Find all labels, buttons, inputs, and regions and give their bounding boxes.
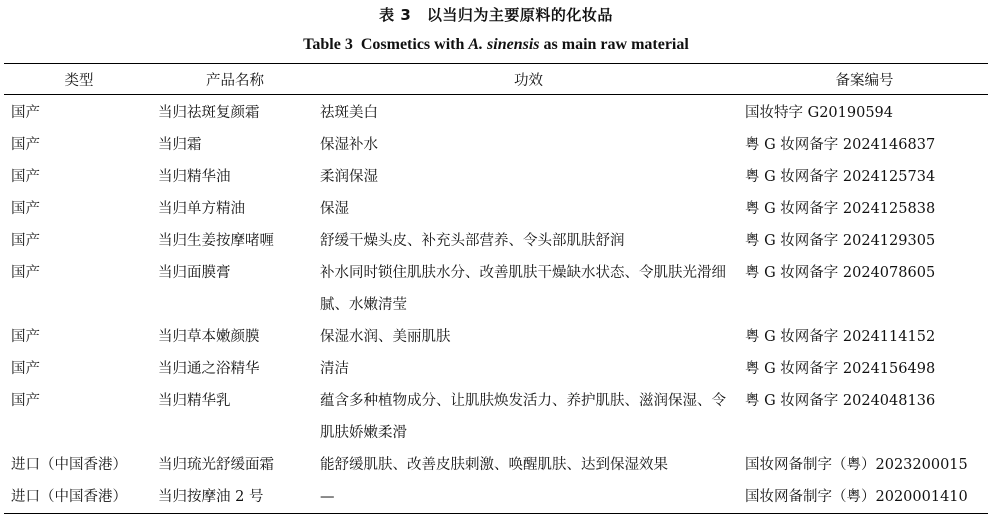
cell-effect: 保湿补水 xyxy=(320,137,378,153)
table-body xyxy=(4,95,988,514)
caption-text-before: Cosmetics with xyxy=(360,36,469,53)
table-caption-english xyxy=(0,34,992,56)
cell-registration-number: 粤 G 妆网备字 2024078605 xyxy=(745,265,936,281)
header-type: 类型 xyxy=(64,72,94,89)
header-effect: 功效 xyxy=(514,72,543,89)
cell-registration-number: 粤 G 妆网备字 2024129305 xyxy=(745,233,936,249)
cell-type: 国产 xyxy=(11,361,40,377)
cell-registration-number: 国妆网备制字（粤）2023200015 xyxy=(745,457,968,473)
header-registration-number: 备案编号 xyxy=(835,72,894,89)
table-row xyxy=(4,193,988,225)
cell-product-name: 当归通之浴精华 xyxy=(158,361,260,377)
cell-type: 国产 xyxy=(11,169,40,185)
cell-registration-number: 粤 G 妆网备字 2024146837 xyxy=(745,137,936,153)
cell-effect: 舒缓干燥头皮、补充头部营养、令头部肌肤舒润 xyxy=(320,233,625,249)
table-header-row xyxy=(4,64,988,95)
table-row xyxy=(4,257,988,321)
table-row xyxy=(4,161,988,193)
cell-product-name: 当归精华油 xyxy=(158,169,231,185)
cell-registration-number: 粤 G 妆网备字 2024125838 xyxy=(745,201,936,217)
table-row xyxy=(4,353,988,385)
cell-type: 国产 xyxy=(11,233,40,249)
cell-effect: 保湿水润、美丽肌肤 xyxy=(320,329,451,345)
cell-type: 国产 xyxy=(11,329,40,345)
table-row xyxy=(4,449,988,481)
cell-effect: 清洁 xyxy=(320,361,349,377)
table-row xyxy=(4,95,988,130)
cell-product-name: 当归精华乳 xyxy=(158,393,231,409)
table-number-label: Table 3 xyxy=(303,36,353,53)
cosmetics-table xyxy=(4,63,988,514)
cell-registration-number: 粤 G 妆网备字 2024048136 xyxy=(745,393,936,409)
table-row xyxy=(4,225,988,257)
cell-product-name: 当归霜 xyxy=(158,137,202,153)
cell-registration-number: 粤 G 妆网备字 2024114152 xyxy=(745,329,936,345)
cell-effect: 补水同时锁住肌肤水分、改善肌肤干燥缺水状态、令肌肤光滑细腻、水嫩清莹 xyxy=(320,265,726,313)
cell-type: 进口（中国香港） xyxy=(11,457,127,473)
cell-type: 国产 xyxy=(11,105,40,121)
header-product-name: 产品名称 xyxy=(206,72,264,89)
cell-effect: 能舒缓肌肤、改善皮肤刺激、唤醒肌肤、达到保湿效果 xyxy=(320,457,668,473)
cell-product-name: 当归单方精油 xyxy=(158,201,245,217)
cell-type: 国产 xyxy=(11,265,40,281)
cell-effect: 祛斑美白 xyxy=(320,105,378,121)
cell-registration-number: 国妆特字 G20190594 xyxy=(745,105,893,121)
cell-product-name: 当归琉光舒缓面霜 xyxy=(158,457,274,473)
cell-registration-number: 粤 G 妆网备字 2024156498 xyxy=(745,361,936,377)
cell-type: 国产 xyxy=(11,137,40,153)
cell-effect: — xyxy=(320,489,335,505)
caption-latin-name: A. sinensis xyxy=(468,36,540,53)
table-row xyxy=(4,385,988,449)
cell-product-name: 当归草本嫩颜膜 xyxy=(158,329,260,345)
table-caption-chinese: 表 3 以当归为主要原料的化妆品 xyxy=(379,6,613,24)
cell-registration-number: 粤 G 妆网备字 2024125734 xyxy=(745,169,936,185)
cell-product-name: 当归面膜膏 xyxy=(158,265,231,281)
cell-effect: 保湿 xyxy=(320,201,349,217)
cell-type: 进口（中国香港） xyxy=(11,489,127,505)
cell-effect: 柔润保湿 xyxy=(320,169,378,185)
cell-product-name: 当归按摩油 2 号 xyxy=(158,489,264,505)
table-row xyxy=(4,129,988,161)
cell-type: 国产 xyxy=(11,393,40,409)
table-row xyxy=(4,321,988,353)
cell-effect: 蕴含多种植物成分、让肌肤焕发活力、养护肌肤、滋润保湿、令肌肤娇嫩柔滑 xyxy=(320,393,726,441)
table-row xyxy=(4,481,988,514)
cell-product-name: 当归祛斑复颜霜 xyxy=(158,105,260,121)
cell-product-name: 当归生姜按摩啫喱 xyxy=(158,233,274,249)
caption-text-after: as main raw material xyxy=(539,36,689,53)
cell-type: 国产 xyxy=(11,201,40,217)
cell-registration-number: 国妆网备制字（粤）2020001410 xyxy=(745,489,968,505)
